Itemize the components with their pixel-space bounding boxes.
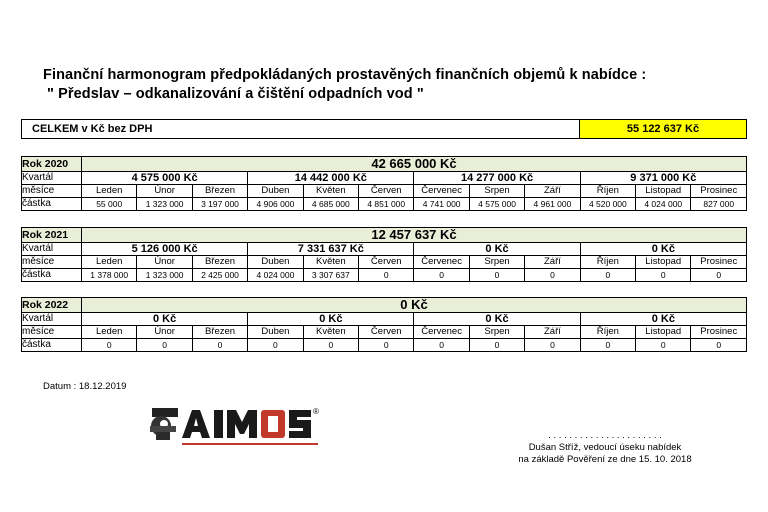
quarter-total: 9 371 000 Kč (580, 172, 746, 185)
month-header: Červenec (414, 326, 469, 339)
month-header: Únor (137, 326, 192, 339)
total-label: CELKEM v Kč bez DPH (32, 123, 153, 135)
month-amount: 1 378 000 (82, 269, 137, 282)
month-amount: 4 851 000 (359, 198, 414, 211)
date-label: Datum : 18.12.2019 (43, 381, 127, 392)
month-amount: 55 000 (82, 198, 137, 211)
month-header: Říjen (580, 185, 635, 198)
quarter-total: 0 Kč (414, 243, 580, 256)
month-amount: 0 (580, 339, 635, 352)
quarter-row-label: Kvartál (22, 172, 82, 185)
month-header: Listopad (636, 326, 691, 339)
logo-mascot-icon (150, 408, 178, 440)
month-header: Březen (192, 256, 247, 269)
month-header: Květen (303, 256, 358, 269)
months-row-label: měsíce (22, 185, 82, 198)
month-amount: 3 197 000 (192, 198, 247, 211)
month-amount: 0 (469, 269, 524, 282)
logo-letters (182, 410, 311, 438)
month-header: Srpen (469, 185, 524, 198)
signature-authorization: na základě Pověření ze dne 15. 10. 2018 (518, 454, 692, 465)
month-amount: 4 906 000 (248, 198, 303, 211)
quarter-total: 14 277 000 Kč (414, 172, 580, 185)
month-amount: 0 (691, 339, 747, 352)
month-amount: 1 323 000 (137, 269, 192, 282)
year-table (21, 227, 747, 282)
quarter-total: 5 126 000 Kč (82, 243, 248, 256)
month-header: Červenec (414, 256, 469, 269)
amount-row-label: částka (22, 198, 82, 211)
month-amount: 0 (359, 269, 414, 282)
month-header: Duben (248, 185, 303, 198)
month-header: Červen (359, 185, 414, 198)
year-label: Rok 2022 (22, 298, 82, 313)
quarter-total: 0 Kč (580, 243, 746, 256)
month-header: Květen (303, 185, 358, 198)
month-header: Srpen (469, 256, 524, 269)
signature-block (500, 430, 710, 466)
month-header: Prosinec (691, 326, 747, 339)
month-amount: 2 425 000 (192, 269, 247, 282)
month-amount: 0 (636, 269, 691, 282)
month-amount: 0 (636, 339, 691, 352)
year-label: Rok 2021 (22, 228, 82, 243)
quarter-row-label: Kvartál (22, 313, 82, 326)
month-header: Červen (359, 326, 414, 339)
month-amount: 4 024 000 (248, 269, 303, 282)
month-header: Duben (248, 256, 303, 269)
month-amount: 0 (192, 339, 247, 352)
aimos-logo (148, 402, 324, 450)
amount-row-label: částka (22, 269, 82, 282)
month-header: Září (525, 185, 580, 198)
month-amount: 4 024 000 (636, 198, 691, 211)
month-amount: 4 520 000 (580, 198, 635, 211)
document-subtitle: " Předslav – odkanalizování a čištění odpadních vod " (47, 86, 424, 102)
month-header: Listopad (636, 185, 691, 198)
month-header: Leden (82, 256, 137, 269)
year-total: 42 665 000 Kč (82, 157, 747, 172)
month-header: Prosinec (691, 256, 747, 269)
month-header: Září (525, 256, 580, 269)
total-summary (21, 119, 747, 139)
month-header: Srpen (469, 326, 524, 339)
month-header: Září (525, 326, 580, 339)
year-total: 0 Kč (82, 298, 747, 313)
month-header: Duben (248, 326, 303, 339)
quarter-total: 4 575 000 Kč (82, 172, 248, 185)
total-value: 55 122 637 Kč (579, 120, 746, 138)
month-amount: 0 (414, 339, 469, 352)
quarter-total: 0 Kč (82, 313, 248, 326)
month-amount: 0 (469, 339, 524, 352)
signature-dots: . . . . . . . . . . . . . . . . . . . . . . (548, 430, 662, 441)
logo-text: AIMOS (148, 402, 152, 403)
month-amount: 4 575 000 (469, 198, 524, 211)
month-header: Březen (192, 326, 247, 339)
month-header: Květen (303, 326, 358, 339)
month-header: Únor (137, 185, 192, 198)
month-header: Říjen (580, 256, 635, 269)
months-row-label: měsíce (22, 326, 82, 339)
month-amount: 0 (82, 339, 137, 352)
document-title: Finanční harmonogram předpokládaných prostavěných finančních objemů k nabídce : (43, 67, 647, 83)
month-header: Červen (359, 256, 414, 269)
quarter-row-label: Kvartál (22, 243, 82, 256)
month-amount: 0 (303, 339, 358, 352)
quarter-total: 14 442 000 Kč (248, 172, 414, 185)
month-header: Leden (82, 326, 137, 339)
quarter-total: 0 Kč (414, 313, 580, 326)
year-label: Rok 2020 (22, 157, 82, 172)
month-amount: 0 (580, 269, 635, 282)
month-header: Říjen (580, 326, 635, 339)
month-header: Únor (137, 256, 192, 269)
month-amount: 4 685 000 (303, 198, 358, 211)
month-amount: 0 (691, 269, 747, 282)
month-amount: 0 (248, 339, 303, 352)
quarter-total: 7 331 637 Kč (248, 243, 414, 256)
month-header: Leden (82, 185, 137, 198)
month-amount: 4 961 000 (525, 198, 580, 211)
month-header: Prosinec (691, 185, 747, 198)
month-amount: 0 (525, 339, 580, 352)
quarter-total: 0 Kč (248, 313, 414, 326)
month-amount: 0 (137, 339, 192, 352)
month-header: Listopad (636, 256, 691, 269)
month-header: Březen (192, 185, 247, 198)
months-row-label: měsíce (22, 256, 82, 269)
month-amount: 0 (525, 269, 580, 282)
quarter-total: 0 Kč (580, 313, 746, 326)
logo-registered-mark: ® (313, 407, 319, 416)
signature-name: Dušan Stříž, vedoucí úseku nabídek (528, 442, 682, 453)
amount-row-label: částka (22, 339, 82, 352)
month-amount: 1 323 000 (137, 198, 192, 211)
month-header: Červenec (414, 185, 469, 198)
month-amount: 0 (359, 339, 414, 352)
month-amount: 3 307 637 (303, 269, 358, 282)
month-amount: 0 (414, 269, 469, 282)
year-table (21, 297, 747, 352)
month-amount: 827 000 (691, 198, 747, 211)
year-total: 12 457 637 Kč (82, 228, 747, 243)
month-amount: 4 741 000 (414, 198, 469, 211)
year-table (21, 156, 747, 211)
